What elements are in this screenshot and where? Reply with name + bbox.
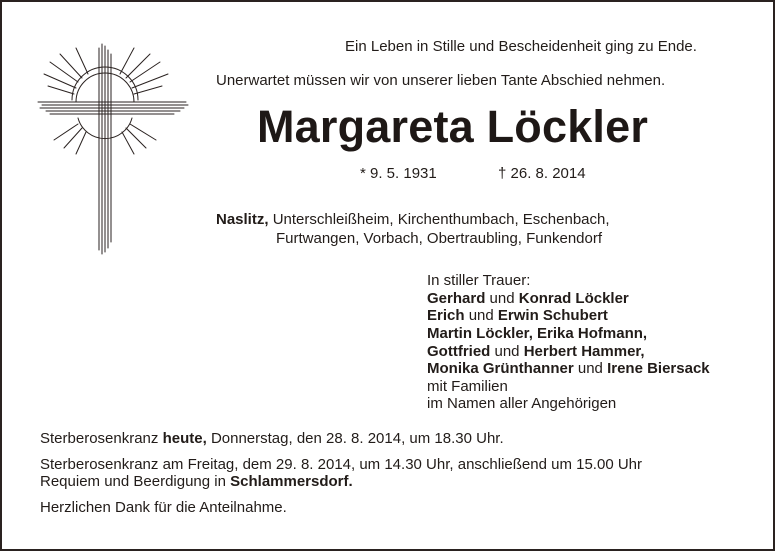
mourner-line [427,360,710,378]
deceased-name: Margareta Löckler [257,101,649,152]
conjunction: und [489,290,515,307]
service-highlight: Schlammersdorf. [230,473,353,490]
mourner-name: Herbert Hammer, [523,343,645,360]
conjunction: und [468,307,494,324]
service-line-1 [40,430,504,448]
mourner-name: Monika Grünthanner [427,360,574,377]
conjunction: und [494,343,520,360]
service-text: Requiem und Beerdigung in [40,473,226,490]
mourner-name: Martin Löckler, Erika Hofmann, [427,325,648,342]
places-line-2: Furtwangen, Vorbach, Obertraubling, Funkendorf [276,230,603,247]
mourner-line [427,290,629,308]
service-text: Donnerstag, den 28. 8. 2014, um 18.30 Uhr. [210,430,504,447]
service-line-2: Sterberosenkranz am Freitag, dem 29. 8. 2014, um 14.30 Uhr, anschließend um 15.00 Uhr [40,456,642,473]
mourner-name: Gottfried [427,343,491,360]
mourner-name: Irene Biersack [607,360,710,377]
places-line-1-rest: Unterschleißheim, Kirchenthumbach, Eschenbach, [272,211,610,228]
mourners-families: mit Familien [427,378,508,395]
mourner-line [427,343,645,361]
thanks-line: Herzlichen Dank für die Anteilnahme. [40,499,287,516]
mourner-name: Gerhard [427,290,486,307]
sunburst-cross-icon [36,42,192,256]
mourners-all: im Namen aller Angehörigen [427,395,617,412]
mourner-name: Konrad Löckler [518,290,629,307]
header-line-2: Unerwartet müssen wir von unserer lieben Tante Abschied nehmen. [216,72,666,89]
mourners-intro: In stiller Trauer: [427,272,531,289]
header-line-1: Ein Leben in Stille und Bescheidenheit ging zu Ende. [345,38,697,55]
service-text: Sterberosenkranz [40,430,159,447]
birth-date: * 9. 5. 1931 [360,165,437,182]
places-first: Naslitz, [216,211,269,228]
mourner-name: Erwin Schubert [497,307,608,324]
mourner-name: Erich [427,307,465,324]
mourner-line [427,307,608,325]
places-line-1 [216,211,610,229]
service-highlight: heute, [162,430,207,447]
conjunction: und [577,360,603,377]
mourner-line [427,325,647,343]
death-date: † 26. 8. 2014 [498,165,586,182]
service-line-3 [40,473,353,491]
